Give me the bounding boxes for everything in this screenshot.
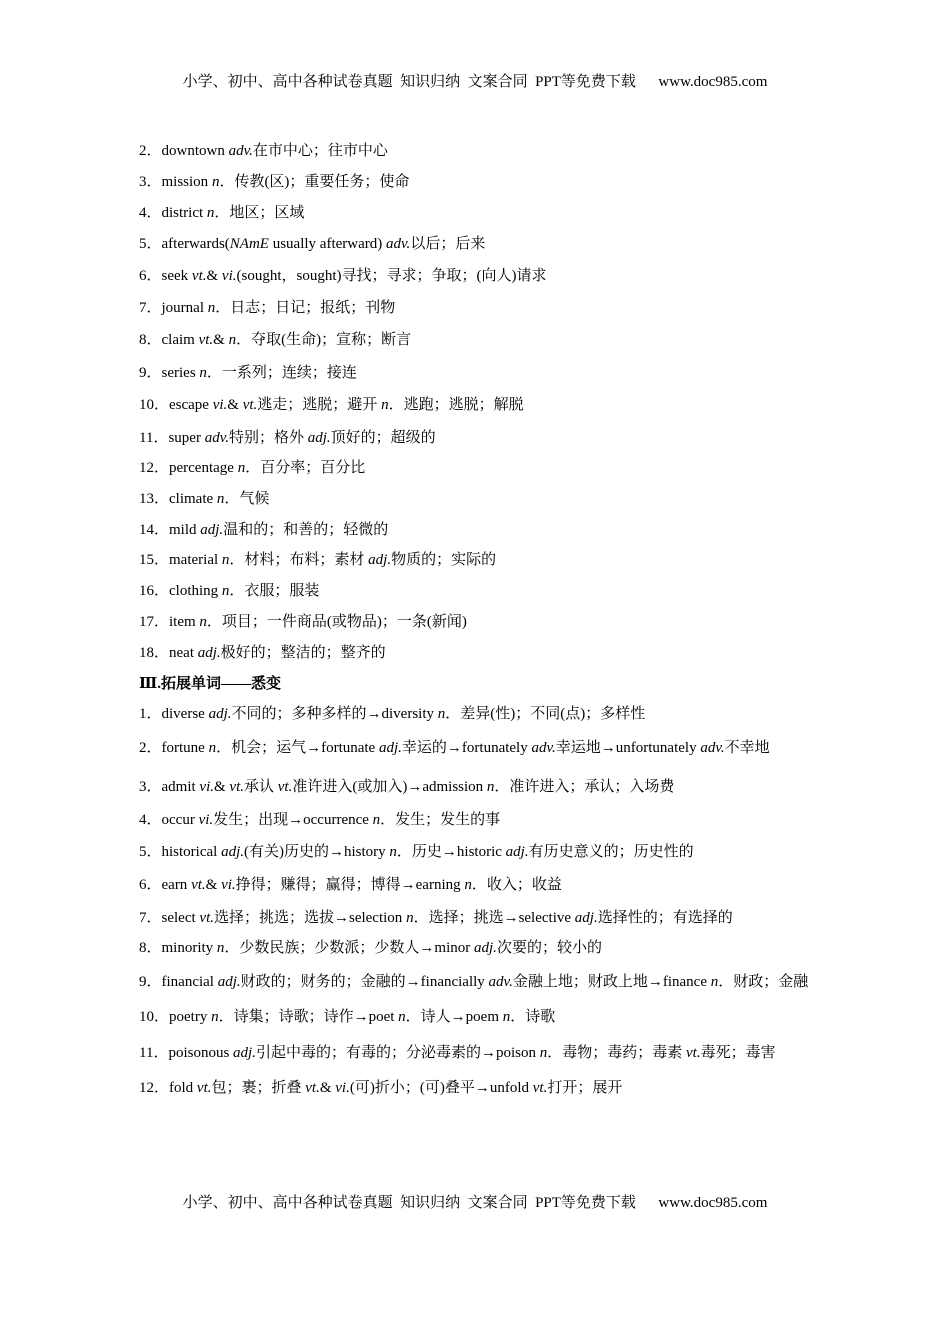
entry-text: ．百分率；百分比 [245,460,366,476]
part-of-speech: n [389,844,397,860]
part-of-speech: n [406,910,414,926]
entry-text: ．日志；日记；报纸；刊物 [215,300,396,316]
entry-text: 毒死；毒害 [700,1045,776,1061]
entry-text: ．少数民族；少数派；少数人→minor [224,940,475,956]
entry-text: 承认 [244,779,278,795]
page-header: 小学、初中、高中各种试卷真题 知识归纳 文案合同 PPT等免费下载 www.doc985.com [182,74,768,90]
list-item [139,612,819,632]
part-of-speech: vi. [335,1080,350,1096]
entry-text: 以后；后来 [410,236,486,252]
entry-text: ．毒物；毒药；毒素 [547,1045,686,1061]
part-of-speech: vi. [199,779,214,795]
entry-text: ．诗歌 [510,1009,556,1025]
part-of-speech: vt. [532,1080,548,1096]
entry-text: 8．minority [139,940,217,956]
part-of-speech: adj. [574,910,598,926]
entry-text: 5．afterwards( [139,236,230,252]
list-item [139,810,819,830]
part-of-speech: adj. [368,552,392,568]
part-of-speech: adv. [531,740,556,756]
entry-text: 极好的；整洁的；整齐的 [220,645,386,661]
word-list-basic [139,141,819,663]
entry-text: ．夺取(生命)；宣称；断言 [236,332,412,348]
part-of-speech: adj. [474,940,497,956]
list-item [139,172,819,192]
part-of-speech: adj. [307,430,331,446]
entry-text: & [227,397,243,413]
part-of-speech: n [381,397,389,413]
entry-text: 7．journal [139,300,208,316]
entry-text: ．地区；区域 [214,205,305,221]
entry-text: ．一系列；连续；接连 [206,365,357,381]
part-of-speech: n [211,174,220,190]
part-of-speech: adj. [217,974,241,990]
part-of-speech: adj. [200,522,224,538]
part-of-speech: vt. [686,1045,701,1061]
part-of-speech: n [710,974,719,990]
part-of-speech: n [228,332,237,348]
entry-text: 10．poetry [139,1009,212,1025]
entry-text: 引起中毒的；有毒的；分泌毒素的→poison [255,1045,540,1061]
part-of-speech: adv. [386,236,411,252]
entry-text: ．材料；布料；素材 [229,552,369,568]
entry-text: 12．percentage [139,460,238,476]
part-of-speech: adv. [204,430,229,446]
list-item [139,1078,819,1098]
part-of-speech: n [211,1009,219,1025]
part-of-speech: vt. [277,779,293,795]
list-item [139,777,819,797]
list-item [139,938,819,958]
list-item [139,141,819,161]
entry-text: 18．neat [139,645,198,661]
entry-text: 次要的；较小的 [496,940,602,956]
list-item [139,704,819,724]
part-of-speech: adj. [233,1045,256,1061]
entry-text: 17．item [139,614,200,630]
part-of-speech: n [502,1009,511,1025]
entry-text: 3．mission [139,174,212,190]
part-of-speech: adj. [208,706,232,722]
part-of-speech: adj. [197,645,221,661]
entry-text: ．准许进入；承认；入场费 [494,779,675,795]
entry-text: & [213,332,229,348]
part-of-speech: adj. [221,844,244,860]
part-of-speech: adv. [700,740,725,756]
entry-text: 2．fortune [139,740,209,756]
entry-text: ．财政；金融 [718,974,809,990]
part-of-speech: vi. [198,812,214,828]
entry-text: ．气候 [224,491,270,507]
entry-text: ．选择；挑选→selective [413,910,575,926]
entry-text: 财政的；财务的；金融的→financially [240,974,489,990]
entry-text: 不幸地 [724,740,770,756]
entry-text: ．逃跑；逃脱；解脱 [388,397,524,413]
entry-text: 8．claim [139,332,199,348]
entry-text: ．项目；一件商品(或物品)；一条(新闻) [206,614,467,630]
entry-text: 11．super [139,430,205,446]
entry-text: 2．downtown [139,143,229,159]
part-of-speech: vi. [212,397,228,413]
list-item [139,203,819,223]
part-of-speech: n [216,940,225,956]
entry-text: 准许进入(或加入)→admission [292,779,487,795]
entry-text: & [205,877,222,893]
entry-text: 逃走；逃脱；避开 [257,397,382,413]
entry-text: 14．mild [139,522,201,538]
entry-text: 16．clothing [139,583,222,599]
entry-text: (可)折小；(可)叠平→unfold [349,1080,533,1096]
part-of-speech: vi. [221,877,236,893]
part-of-speech: vt. [191,268,207,284]
part-of-speech: vt. [242,397,258,413]
entry-text: 有历史意义的；历史性的 [528,844,694,860]
entry-text: ．诗集；诗歌；诗作→poet [218,1009,399,1025]
part-of-speech: n [207,300,216,316]
entry-text: 幸运地→unfortunately [555,740,701,756]
part-of-speech: n [216,491,225,507]
part-of-speech: NAmE [229,236,269,252]
list-item [139,734,819,763]
entry-text: 物质的；实际的 [391,552,497,568]
entry-text: 6．earn [139,877,192,893]
entry-text: 包；裹；折叠 [211,1080,306,1096]
list-item [139,1007,819,1027]
list-item [139,395,819,415]
section-heading: Ⅲ.拓展单词——悉变 [139,676,282,692]
list-item [139,266,819,286]
part-of-speech: n [398,1009,406,1025]
part-of-speech: vt. [196,1080,212,1096]
entry-text: & [214,779,230,795]
entry-text: ．发生；发生的事 [380,812,501,828]
entry-text: 4．district [139,205,207,221]
entry-text: 挣得；赚得；赢得；博得→earning [235,877,465,893]
part-of-speech: vt. [191,877,206,893]
list-item [139,875,819,895]
part-of-speech: vi. [221,268,237,284]
part-of-speech: n [221,583,230,599]
list-item [139,330,819,350]
part-of-speech: vt. [199,910,214,926]
list-item [139,908,819,928]
part-of-speech: n [539,1045,548,1061]
part-of-speech: n [486,779,495,795]
list-item [139,298,819,318]
entry-text: ．衣服；服装 [229,583,320,599]
entry-text: 顶好的；超级的 [330,430,436,446]
entry-text: 在市中心；往市中心 [252,143,388,159]
list-item [139,489,819,509]
entry-text: 选择性的；有选择的 [597,910,733,926]
part-of-speech: adj. [505,844,529,860]
entry-text: 幸运的→fortunately [401,740,532,756]
entry-text: 打开；展开 [547,1080,623,1096]
list-item [139,458,819,478]
part-of-speech: n [372,812,381,828]
entry-text: 10．escape [139,397,213,413]
part-of-speech: vt. [229,779,244,795]
entry-text: 9．series [139,365,200,381]
entry-text: 发生；出现→occurrence [213,812,373,828]
entry-text: & [206,268,222,284]
entry-text: 6．seek [139,268,192,284]
page-footer: 小学、初中、高中各种试卷真题 知识归纳 文案合同 PPT等免费下载 www.doc985.com [182,1195,768,1211]
entry-text: 5．historical [139,844,222,860]
entry-text: 9．financial [139,974,218,990]
list-item [139,643,819,663]
list-item [139,550,819,570]
entry-text: ．差异(性)；不同(点)；多样性 [445,706,646,722]
part-of-speech: adj. [378,740,402,756]
entry-text: (有关)历史的→history [244,844,390,860]
entry-text: ．机会；运气→fortunate [216,740,379,756]
part-of-speech: adv. [228,143,253,159]
entry-text: 15．material [139,552,222,568]
entry-text: 特别；格外 [228,430,308,446]
part-of-speech: n [208,740,217,756]
list-item [139,581,819,601]
part-of-speech: vt. [198,332,214,348]
entry-text: 11．poisonous [139,1045,234,1061]
entry-text: 12．fold [139,1080,197,1096]
word-list-extended [139,704,819,1098]
list-item [139,1039,819,1068]
entry-text: 3．admit [139,779,200,795]
part-of-speech: vt. [305,1080,320,1096]
vocabulary-content [139,141,819,1098]
part-of-speech: n [199,614,207,630]
entry-text: usually afterward) [268,236,387,252]
entry-text: 温和的；和善的；轻微的 [223,522,389,538]
entry-text: 7．select [139,910,200,926]
part-of-speech: adv. [488,974,513,990]
entry-text: 4．occur [139,812,199,828]
entry-text: 金融上地；财政上地→finance [512,974,711,990]
part-of-speech: n [437,706,446,722]
part-of-speech: n [221,552,230,568]
part-of-speech: n [206,205,215,221]
list-item [139,968,819,997]
part-of-speech: n [464,877,472,893]
part-of-speech: n [237,460,246,476]
entry-text: 选择；挑选；选拔→selection [213,910,407,926]
list-item [139,363,819,383]
entry-text: 不同的；多种多样的→diversity [231,706,438,722]
entry-text: ．历史→historic [396,844,506,860]
entry-text: ．诗人→poem [405,1009,503,1025]
list-item [139,234,819,254]
entry-text: ．传教(区)；重要任务；使命 [219,174,410,190]
list-item [139,842,819,862]
entry-text: ．收入；收益 [471,877,562,893]
list-item [139,428,819,448]
entry-text: & [319,1080,336,1096]
entry-text: 1．diverse [139,706,209,722]
entry-text: (sought，sought)寻找；寻求；争取；(向人)请求 [236,268,547,284]
list-item [139,520,819,540]
part-of-speech: n [199,365,207,381]
entry-text: 13．climate [139,491,217,507]
